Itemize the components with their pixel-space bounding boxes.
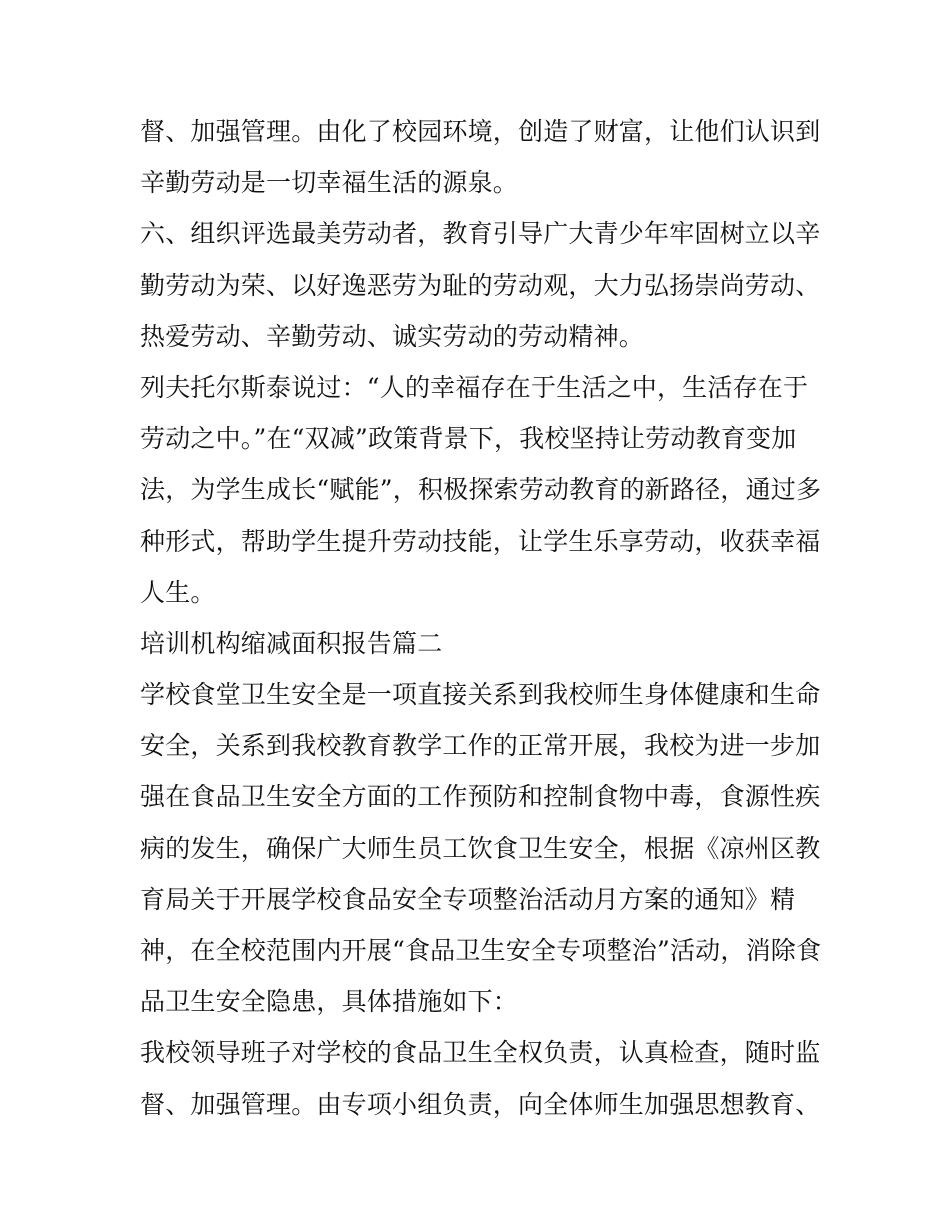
text-line: 法，为学生成长“赋能”，积极探索劳动教育的新路径，通过多: [140, 475, 822, 505]
text-line: 我校领导班子对学校的食品卫生全权负责，认真检查，随时监: [140, 1038, 821, 1068]
text-line: 神，在全校范围内开展“食品卫生安全专项整治”活动，消除食: [140, 936, 822, 965]
text-line: 辛勤劳动是一切幸福生活的源泉。: [140, 168, 519, 198]
text-line: 督、加强管理。由化了校园环境，创造了财富，让他们认识到: [140, 117, 821, 146]
text-line: 病的发生，确保广大师生员工饮食卫生安全，根据《凉州区教: [140, 833, 821, 863]
text-line: 育局关于开展学校食品安全专项整治活动月方案的通知》精: [140, 884, 796, 914]
text-line: 品卫生安全隐患，具体措施如下：: [140, 987, 519, 1017]
text-line: 勤劳动为荣、以好逸恶劳为耻的劳动观，大力弘扬崇尚劳动、: [140, 270, 821, 300]
text-line: 学校食堂卫生安全是一项直接关系到我校师生身体健康和生命: [140, 680, 821, 710]
text-line: 人生。: [140, 577, 216, 607]
document-body: [140, 106, 820, 1130]
text-line: 六、组织评选最美劳动者，教育引导广大青少年牢固树立以辛: [140, 219, 821, 249]
text-line: 劳动之中。”在“双减”政策背景下，我校坚持让劳动教育变加: [140, 424, 797, 454]
text-line: 种形式，帮助学生提升劳动技能，让学生乐享劳动，收获幸福: [140, 526, 821, 556]
text-line: 安全，关系到我校教育教学工作的正常开展，我校为进一步加: [140, 731, 821, 761]
text-line: 列夫托尔斯泰说过：“人的幸福存在于生活之中，生活存在于: [140, 372, 809, 402]
text-line: 强在食品卫生安全方面的工作预防和控制食物中毒，食源性疾: [140, 782, 821, 812]
section-heading: 培训机构缩减面积报告篇二: [140, 628, 443, 658]
text-line: 热爱劳动、辛勤劳动、诚实劳动的劳动精神。: [140, 321, 645, 351]
text-line: 督、加强管理。由专项小组负责，向全体师生加强思想教育、: [140, 1089, 821, 1119]
